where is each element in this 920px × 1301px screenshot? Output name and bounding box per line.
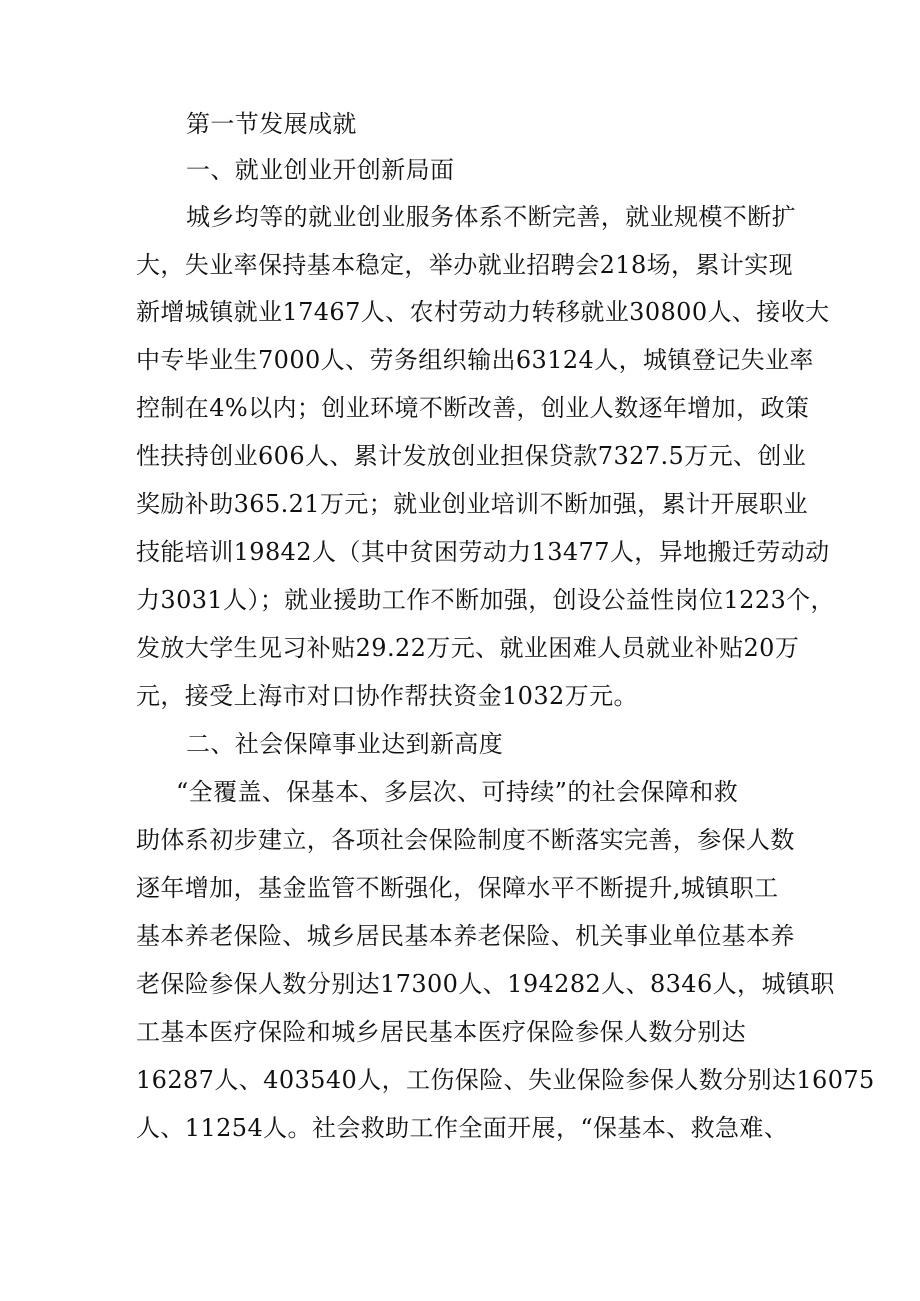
heading-social-security: 二、社会保障事业达到新高度 xyxy=(186,730,504,758)
paragraph-line: 发放大学生见习补贴29.22万元、就业困难人员就业补贴20万 xyxy=(136,634,800,662)
paragraph-line: 控制在4%以内；创业环境不断改善，创业人数逐年增加，政策 xyxy=(136,394,810,422)
paragraph-line: 工基本医疗保险和城乡居民基本医疗保险参保人数分别达 xyxy=(136,1018,746,1046)
paragraph-line: 中专毕业生7000人、劳务组织输出63124人，城镇登记失业率 xyxy=(136,346,814,374)
paragraph-line: 城乡均等的就业创业服务体系不断完善，就业规模不断扩 xyxy=(186,203,796,231)
paragraph-line: 人、11254人。社会救助工作全面开展，“保基本、救急难、 xyxy=(136,1114,789,1142)
paragraph-line: 奖励补助365.21万元；就业创业培训不断加强，累计开展职业 xyxy=(136,490,808,518)
paragraph-line: 逐年增加，基金监管不断强化，保障水平不断提升,城镇职工 xyxy=(136,874,779,902)
paragraph-line: 性扶持创业606人、累计发放创业担保贷款7327.5万元、创业 xyxy=(136,442,807,470)
heading-employment: 一、就业创业开创新局面 xyxy=(186,156,455,184)
paragraph-line: 技能培训19842人（其中贫困劳动力13477人，异地搬迁劳动动 xyxy=(136,538,830,566)
paragraph-line: 基本养老保险、城乡居民基本养老保险、机关事业单位基本养 xyxy=(136,922,795,950)
paragraph-line: “全覆盖、保基本、多层次、可持续”的社会保障和救 xyxy=(176,778,739,806)
paragraph-line: 助体系初步建立，各项社会保险制度不断落实完善，参保人数 xyxy=(136,826,795,854)
paragraph-line: 元，接受上海市对口协作帮扶资金1032万元。 xyxy=(136,682,638,710)
section-title: 第一节发展成就 xyxy=(186,110,357,138)
paragraph-line: 16287人、403540人，工伤保险、失业保险参保人数分别达16075 xyxy=(136,1066,875,1094)
paragraph-line: 老保险参保人数分别达17300人、194282人、8346人，城镇职 xyxy=(136,970,835,998)
paragraph-line: 新增城镇就业17467人、农村劳动力转移就业30800人、接收大 xyxy=(136,298,830,326)
paragraph-line: 力3031人）；就业援助工作不断加强，创设公益性岗位1223个， xyxy=(136,586,835,614)
paragraph-line: 大，失业率保持基本稳定，举办就业招聘会218场，累计实现 xyxy=(136,251,794,279)
